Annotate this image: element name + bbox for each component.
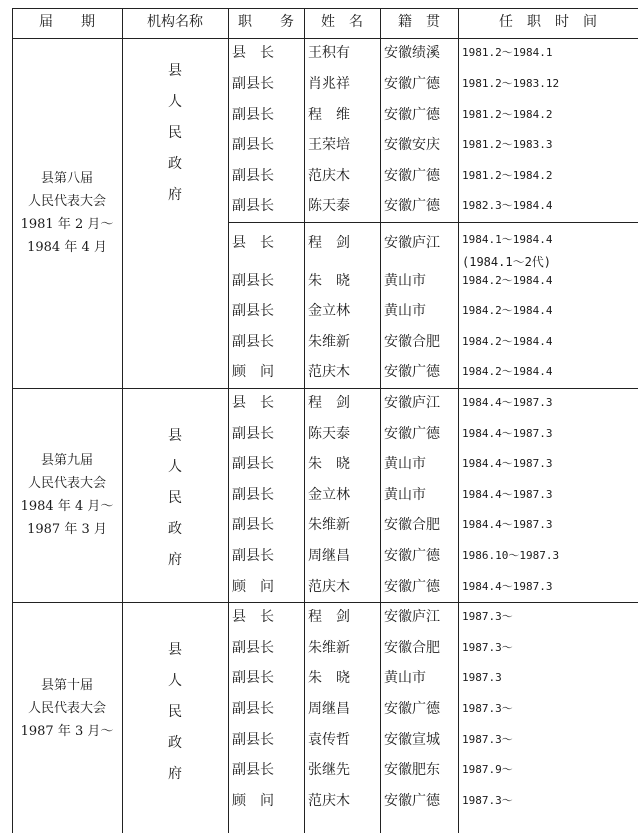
cell-origin: 安徽庐江 (384, 394, 440, 411)
cell-position: 副县长 (232, 106, 274, 123)
session-line: 人民代表大会 (27, 193, 106, 209)
cell-origin: 安徽肥东 (384, 762, 440, 779)
cell-origin: 黄山市 (384, 456, 426, 473)
cell-origin: 安徽合肥 (384, 333, 440, 350)
org-char: 政 (168, 156, 182, 173)
cell-position: 副县长 (232, 303, 274, 320)
cell-origin: 安徽广德 (384, 425, 440, 442)
cell-origin: 安徽广德 (384, 792, 440, 809)
org-char: 民 (168, 125, 182, 142)
session-line: 1981 年 2 月～ (20, 216, 114, 232)
cell-term: 1984.1～1984.4 (462, 232, 553, 246)
cell-term: 1987.3～ (462, 610, 513, 624)
session-line: 县第十届 (40, 678, 93, 694)
cell-position: 副县长 (232, 333, 274, 350)
cell-name: 金立林 (308, 303, 350, 320)
cell-term: 1984.4～1987.3 (462, 487, 553, 501)
cell-position: 副县长 (232, 762, 274, 779)
cell-origin: 安徽合肥 (384, 639, 440, 656)
cell-origin: 安徽广德 (384, 547, 440, 564)
org-char: 府 (168, 766, 182, 783)
cell-position: 副县长 (232, 75, 274, 92)
cell-term: 1984.4～1987.3 (462, 395, 553, 409)
cell-origin: 安徽广德 (384, 198, 440, 215)
org-char: 县 (168, 642, 182, 659)
cell-term-note: (1984.1～2代) (462, 254, 552, 269)
header-org: 机构名称 (147, 14, 203, 30)
cell-position: 副县长 (232, 486, 274, 503)
column-divider (122, 8, 123, 833)
row-divider (12, 8, 638, 9)
cell-term: 1984.2～1984.4 (462, 334, 553, 348)
cell-position: 副县长 (232, 425, 274, 442)
cell-origin: 安徽广德 (384, 167, 440, 184)
cell-name: 范庆木 (308, 792, 350, 809)
cell-origin: 安徽绩溪 (384, 45, 440, 62)
cell-term: 1984.4～1987.3 (462, 579, 553, 593)
header-origin: 籍 贯 (398, 14, 440, 30)
cell-term: 1981.2～1984.2 (462, 107, 553, 121)
cell-name: 周继昌 (308, 700, 350, 717)
column-divider (380, 8, 381, 833)
cell-position: 副县长 (232, 137, 274, 154)
row-divider (12, 38, 638, 39)
cell-position: 副县长 (232, 639, 274, 656)
org-char: 民 (168, 490, 182, 507)
cell-term: 1987.3～ (462, 640, 513, 654)
row-divider (12, 602, 638, 603)
cell-name: 朱 晓 (308, 272, 350, 289)
cell-name: 朱维新 (308, 333, 350, 350)
cell-origin: 安徽合肥 (384, 517, 440, 534)
cell-origin: 安徽广德 (384, 364, 440, 381)
cell-origin: 安徽广德 (384, 578, 440, 595)
cell-name: 陈天泰 (308, 198, 350, 215)
cell-name: 程 剑 (308, 609, 350, 626)
org-char: 县 (168, 63, 182, 80)
cell-term: 1987.3～ (462, 732, 513, 746)
org-char: 民 (168, 704, 182, 721)
header-session: 届 期 (39, 14, 95, 30)
cell-term: 1984.2～1984.4 (462, 365, 553, 379)
cell-position: 副县长 (232, 198, 274, 215)
org-char: 人 (168, 459, 182, 476)
session-line: 县第九届 (40, 452, 93, 468)
cell-name: 朱维新 (308, 517, 350, 534)
cell-term: 1981.2～1983.12 (462, 76, 560, 90)
cell-origin: 安徽广德 (384, 75, 440, 92)
cell-name: 范庆木 (308, 578, 350, 595)
cell-term: 1986.10～1987.3 (462, 548, 560, 562)
cell-name: 朱 晓 (308, 456, 350, 473)
cell-position: 县 长 (232, 394, 274, 411)
session-line: 人民代表大会 (27, 701, 106, 717)
cell-position: 顾 问 (232, 578, 274, 595)
cell-name: 陈天泰 (308, 425, 350, 442)
org-char: 政 (168, 521, 182, 538)
cell-name: 周继昌 (308, 547, 350, 564)
cell-position: 副县长 (232, 517, 274, 534)
column-divider (458, 8, 459, 833)
cell-term: 1987.3 (462, 671, 502, 685)
cell-term: 1984.2～1984.4 (462, 273, 553, 287)
session-line: 1984 年 4 月 (27, 239, 107, 255)
cell-name: 朱 晓 (308, 670, 350, 687)
cell-name: 范庆木 (308, 167, 350, 184)
cell-term: 1984.4～1987.3 (462, 426, 553, 440)
cell-name: 王积有 (308, 45, 350, 62)
org-char: 府 (168, 552, 182, 569)
cell-term: 1981.2～1984.1 (462, 46, 553, 60)
cell-name: 程 维 (308, 106, 350, 123)
cell-origin: 黄山市 (384, 670, 426, 687)
session-line: 1987 年 3 月～ (20, 724, 114, 740)
session-line: 1984 年 4 月～ (20, 498, 114, 514)
header-name: 姓 名 (321, 14, 363, 30)
cell-origin: 安徽安庆 (384, 137, 440, 154)
cell-term: 1981.2～1984.2 (462, 168, 553, 182)
org-char: 县 (168, 428, 182, 445)
cell-origin: 安徽宣城 (384, 731, 440, 748)
cell-position: 副县长 (232, 547, 274, 564)
cell-origin: 安徽庐江 (384, 235, 440, 252)
cell-position: 县 长 (232, 45, 274, 62)
cell-name: 朱维新 (308, 639, 350, 656)
cell-term: 1987.9～ (462, 763, 513, 777)
column-divider (228, 8, 229, 833)
session-line: 人民代表大会 (27, 475, 106, 491)
cell-name: 王荣培 (308, 137, 350, 154)
cell-origin: 黄山市 (384, 272, 426, 289)
cell-origin: 安徽广德 (384, 700, 440, 717)
cell-name: 程 剑 (308, 235, 350, 252)
org-char: 人 (168, 673, 182, 690)
cell-origin: 黄山市 (384, 486, 426, 503)
cell-origin: 安徽庐江 (384, 609, 440, 626)
cell-name: 范庆木 (308, 364, 350, 381)
cell-term: 1987.3～ (462, 793, 513, 807)
cell-term: 1981.2～1983.3 (462, 138, 553, 152)
cell-name: 张继先 (308, 762, 350, 779)
header-term: 任 职 时 间 (499, 14, 597, 30)
cell-position: 副县长 (232, 167, 274, 184)
cell-position: 副县长 (232, 670, 274, 687)
cell-position: 副县长 (232, 731, 274, 748)
cell-term: 1984.4～1987.3 (462, 457, 553, 471)
cell-term: 1982.3～1984.4 (462, 199, 553, 213)
cell-term: 1984.2～1984.4 (462, 304, 553, 318)
cell-term: 1984.4～1987.3 (462, 518, 553, 532)
session-line: 1987 年 3 月 (27, 521, 107, 537)
cell-origin: 黄山市 (384, 303, 426, 320)
cell-term: 1987.3～ (462, 701, 513, 715)
header-position: 职 务 (238, 14, 294, 30)
session-line: 县第八届 (40, 170, 93, 186)
cell-position: 顾 问 (232, 364, 274, 381)
cell-position: 顾 问 (232, 792, 274, 809)
cell-name: 袁传哲 (308, 731, 350, 748)
cell-name: 肖兆祥 (308, 75, 350, 92)
org-char: 府 (168, 187, 182, 204)
cell-name: 程 剑 (308, 394, 350, 411)
row-divider (228, 222, 638, 223)
column-divider (304, 8, 305, 833)
row-divider (12, 388, 638, 389)
cell-position: 县 长 (232, 235, 274, 252)
cell-position: 副县长 (232, 272, 274, 289)
cell-position: 副县长 (232, 700, 274, 717)
org-char: 政 (168, 735, 182, 752)
cell-position: 副县长 (232, 456, 274, 473)
cell-origin: 安徽广德 (384, 106, 440, 123)
cell-name: 金立林 (308, 486, 350, 503)
cell-position: 县 长 (232, 609, 274, 626)
org-char: 人 (168, 94, 182, 111)
